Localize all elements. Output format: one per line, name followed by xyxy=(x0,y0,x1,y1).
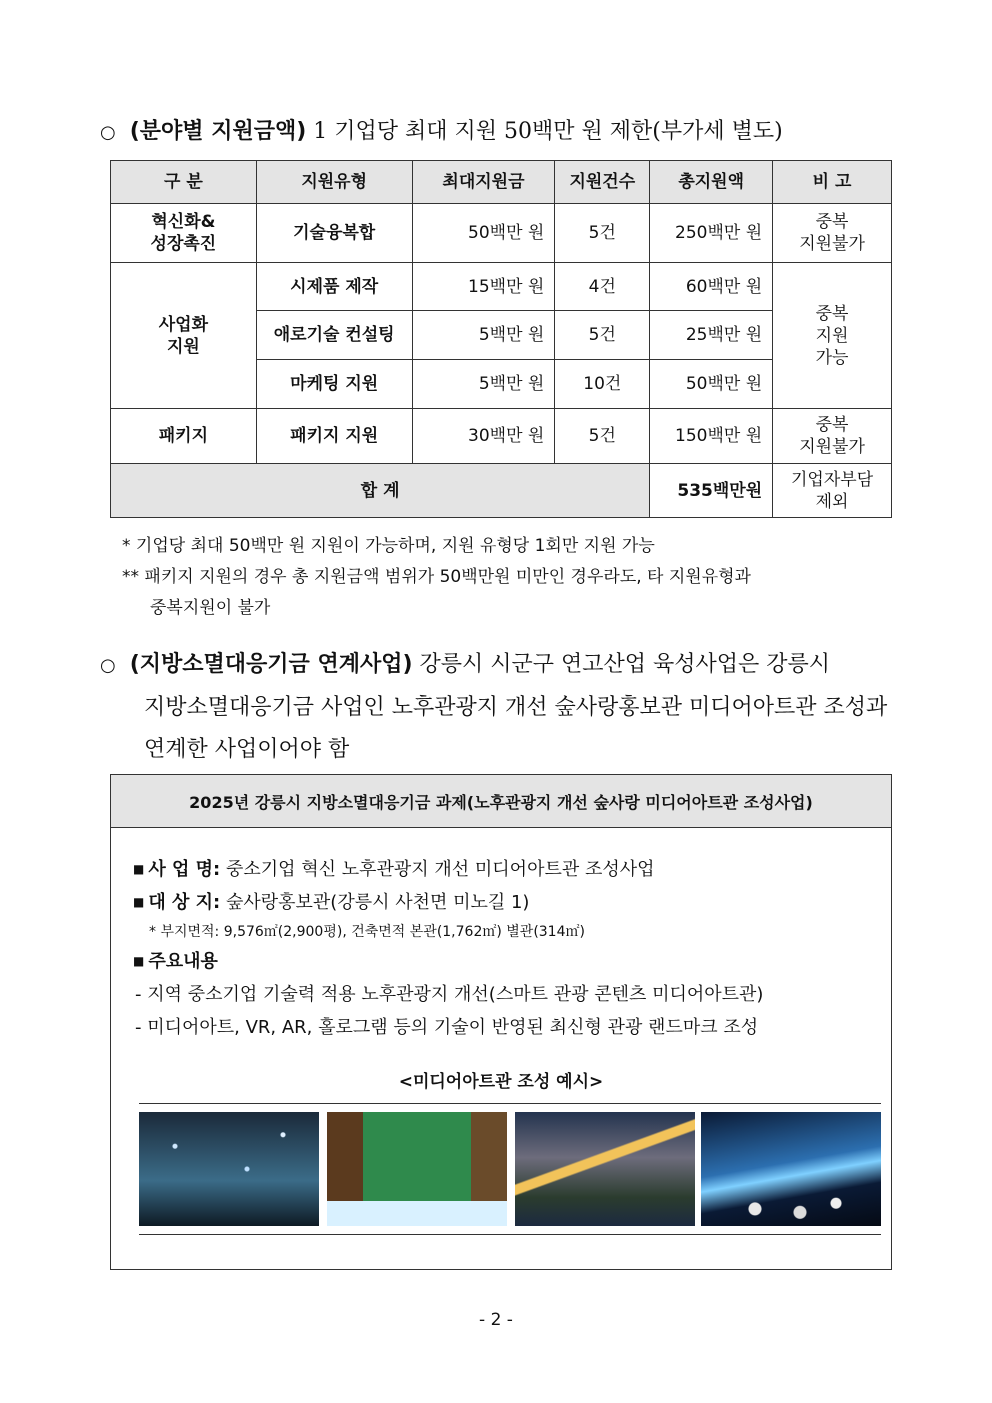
section2-title: (지방소멸대응기금 연계사업) xyxy=(129,652,413,677)
section1-title: (분야별 지원금액) xyxy=(129,119,307,144)
total-cell: 25백만 원 xyxy=(650,311,773,360)
content-item-1: - 지역 중소기업 기술력 적용 노후관광지 개선(스마트 관광 콘텐츠 미디어아트관) xyxy=(135,984,764,1005)
max-cell: 50백만 원 xyxy=(412,204,555,263)
projection-stair-image xyxy=(327,1112,507,1226)
col-header: 총지원액 xyxy=(650,161,773,204)
light-installation-image xyxy=(139,1112,319,1226)
section2-heading xyxy=(100,644,900,771)
count-cell: 4건 xyxy=(555,263,650,311)
col-header: 최대지원금 xyxy=(412,161,555,204)
category-cell: 패키지 xyxy=(111,409,257,464)
project-name-value: 중소기업 혁신 노후관광지 개선 미디어아트관 조성사업 xyxy=(220,859,655,880)
count-cell: 5건 xyxy=(555,311,650,360)
table-sum-row xyxy=(111,464,892,518)
project-box-title: 2025년 강릉시 지방소멸대응기금 과제(노후관광지 개선 숲사랑 미디어아트관 조성사업) xyxy=(111,775,891,828)
table-header-row xyxy=(111,161,892,204)
category-cell: 혁신화& 성장촉진 xyxy=(111,204,257,263)
table-notes xyxy=(122,531,902,624)
count-cell: 10건 xyxy=(555,360,650,409)
square-bullet-icon: ■ xyxy=(133,862,145,876)
section2-line1: 강릉시 시군구 연고산업 육성사업은 강릉시 xyxy=(412,652,831,677)
col-header: 지원유형 xyxy=(256,161,412,204)
type-cell: 패키지 지원 xyxy=(256,409,412,464)
gallery-caption: <미디어아트관 조성 예시> xyxy=(398,1072,604,1092)
total-cell: 60백만 원 xyxy=(650,263,773,311)
support-table xyxy=(110,160,892,518)
note-cell: 중복 지원불가 xyxy=(773,409,892,464)
project-site-value: 숲사랑홍보관(강릉시 사천면 미노길 1) xyxy=(220,892,530,913)
forest-light-image xyxy=(701,1112,881,1226)
project-site-line xyxy=(133,886,883,919)
col-header: 지원건수 xyxy=(555,161,650,204)
count-cell: 5건 xyxy=(555,409,650,464)
type-cell: 마케팅 지원 xyxy=(256,360,412,409)
total-cell: 150백만 원 xyxy=(650,409,773,464)
project-box xyxy=(110,774,892,1270)
type-cell: 애로기술 컨설팅 xyxy=(256,311,412,360)
col-header: 구 분 xyxy=(111,161,257,204)
page-number: - 2 - xyxy=(479,1310,513,1330)
type-cell: 시제품 제작 xyxy=(256,263,412,311)
content-item-2: - 미디어아트, VR, AR, 홀로그램 등의 기술이 반영된 최신형 관광 랜드마크 조성 xyxy=(135,1017,759,1038)
max-cell: 15백만 원 xyxy=(412,263,555,311)
category-cell: 사업화 지원 xyxy=(111,263,257,409)
note-cell: 중복 지원불가 xyxy=(773,204,892,263)
project-box-body xyxy=(133,853,883,1044)
section1-heading xyxy=(100,110,900,155)
project-name-label: 사 업 명: xyxy=(148,859,221,880)
max-cell: 5백만 원 xyxy=(412,360,555,409)
total-cell: 250백만 원 xyxy=(650,204,773,263)
city-projection-image xyxy=(515,1112,695,1226)
note-1: * 기업당 최대 50백만 원 지원이 가능하며, 지원 유형당 1회만 지원 가능 xyxy=(122,536,655,556)
note-cell: 중복 지원 가능 xyxy=(773,263,892,409)
project-site-label: 대 상 지: xyxy=(148,892,221,913)
project-name-line xyxy=(133,853,883,886)
table-row xyxy=(111,263,892,311)
max-cell: 30백만 원 xyxy=(412,409,555,464)
note-2-continued: 중복지원이 불가 xyxy=(150,598,271,618)
total-cell: 50백만 원 xyxy=(650,360,773,409)
square-bullet-icon: ■ xyxy=(133,954,145,968)
area-note: * 부지면적: 9,576㎡(2,900평), 건축면적 본관(1,762㎡) 별관(314㎡) xyxy=(149,924,585,940)
section2-line3: 연계한 사업이어야 함 xyxy=(144,737,350,762)
sum-label: 합 계 xyxy=(111,464,650,518)
note-2: ** 패키지 지원의 경우 총 지원금액 범위가 50백만원 미만인 경우라도, 타 지원유형과 xyxy=(122,567,751,587)
table-row xyxy=(111,409,892,464)
max-cell: 5백만 원 xyxy=(412,311,555,360)
circle-bullet-icon: ○ xyxy=(100,655,116,676)
col-header: 비 고 xyxy=(773,161,892,204)
media-art-gallery xyxy=(139,1103,881,1235)
count-cell: 5건 xyxy=(555,204,650,263)
square-bullet-icon: ■ xyxy=(133,895,145,909)
table-row xyxy=(111,204,892,263)
circle-bullet-icon: ○ xyxy=(100,122,116,143)
type-cell: 기술융복합 xyxy=(256,204,412,263)
sum-note: 기업자부담 제외 xyxy=(773,464,892,518)
section2-line2: 지방소멸대응기금 사업인 노후관광지 개선 숲사랑홍보관 미디어아트관 조성과 xyxy=(144,695,888,720)
section1-text: 1 기업당 최대 지원 50백만 원 제한(부가세 별도) xyxy=(306,119,783,144)
content-heading xyxy=(133,945,883,978)
sum-total: 535백만원 xyxy=(650,464,773,518)
content-label: 주요내용 xyxy=(148,951,218,972)
